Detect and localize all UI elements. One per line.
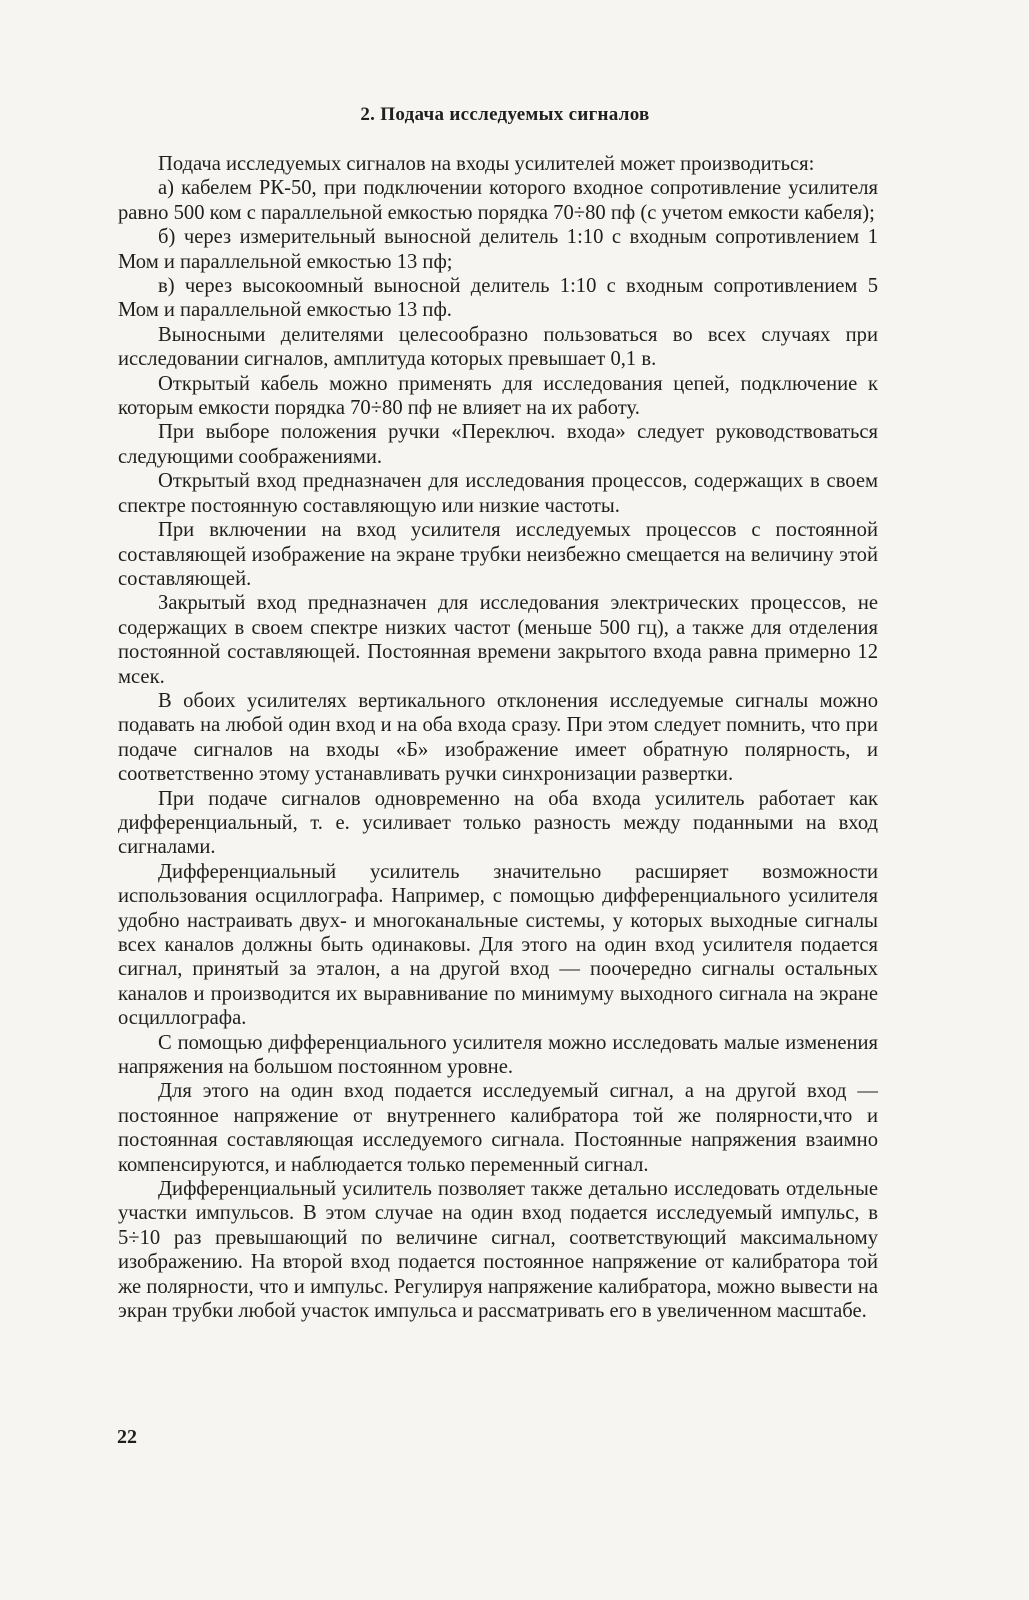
list-item-c: в) через высокоомный выносной делитель 1:10 с входным сопротивлением 5 Мом и параллельной емкостью 13 пф. bbox=[118, 275, 878, 322]
paragraph-intro: Подача исследуемых сигналов на входы усилителей может производиться: bbox=[158, 153, 815, 175]
section-heading: 2. Подача исследуемых сигналов bbox=[360, 104, 650, 125]
paragraph-differential-uses: Дифференциальный усилитель значительно расширяет возможности использования осциллографа. Например, с помощью дифференциального усилителя удобно настраивать двух- и многоканальные системы, у которых выходные сигналы всех каналов должны быть одинаковы. Для этого на один вход усилителя подается сигнал, принятый за эталон, а на другой вход — поочередно сигналы остальных каналов и производится их выравнивание по минимуму выходного сигнала на экране осциллографа. bbox=[118, 860, 878, 1030]
paragraph-both-amplifiers: В обоих усилителях вертикального отклонения исследуемые сигналы можно подавать на любой один вход и на оба входа сразу. При этом следует помнить, что при подаче сигналов на входы «Б» изображение имеет обратную полярность, и соответственно этому устанавливать ручки синхронизации развертки. bbox=[118, 689, 878, 786]
list-item-a: а) кабелем РК-50, при подключении которого входное сопротивление усилителя равно 500 ком с параллельной емкостью порядка 70÷80 пф (с учетом емкости кабеля); bbox=[118, 177, 878, 224]
page-number: 22 bbox=[117, 1426, 137, 1448]
paragraph-open-input: Открытый вход предназначен для исследования процессов, содержащих в своем спектре постоянную составляющую или низкие частоты. bbox=[118, 470, 878, 517]
paragraph-closed-input: Закрытый вход предназначен для исследования электрических процессов, не содержащих в своем спектре низких частот (меньше 500 гц), а также для отделения постоянной составляющей. Постоянная времени закрытого входа равна примерно 12 мсек. bbox=[118, 592, 878, 688]
paragraph-dividers: Выносными делителями целесообразно пользоваться во всех случаях при исследовании сигналов, амплитуда которых превышает 0,1 в. bbox=[118, 323, 878, 371]
paragraph-dc-shift: При включении на вход усилителя исследуемых процессов с постоянной составляющей изображение на экране трубки неизбежно смещается на величину этой составляющей. bbox=[118, 519, 878, 590]
paragraph-small-changes: С помощью дифференциального усилителя можно исследовать малые изменения напряжения на большом постоянном уровне. bbox=[118, 1031, 878, 1079]
paragraph-compensation: Для этого на один вход подается исследуемый сигнал, а на другой вход — постоянное напряжение от внутреннего калибратора той же полярности,что и постоянная составляющая исследуемого сигнала. Постоянные напряжения взаимно компенсируются, и наблюдается только переменный сигнал. bbox=[118, 1080, 878, 1176]
paragraph-pulse-detail: Дифференциальный усилитель позволяет также детально исследовать отдельные участки импульсов. В этом случае на один вход подается исследуемый импульс, в 5÷10 раз превышающий по величине сигнал, соответствующий максимальному изображению. На второй вход подается постоянное напряжение от калибратора той же полярности, что и импульс. Регулируя напряжение калибратора, можно вывести на экран трубки любой участок импульса и рассматривать его в увеличенном масштабе. bbox=[118, 1178, 878, 1323]
paragraph-differential-mode: При подаче сигналов одновременно на оба входа усилитель работает как дифференциальный, т. е. усиливает только разность между поданными на вход сигналами. bbox=[118, 787, 878, 859]
list-item-b: б) через измерительный выносной делитель 1:10 с входным сопротивлением 1 Мом и параллельной емкостью 13 пф; bbox=[118, 226, 878, 273]
paragraph-open-cable: Открытый кабель можно применять для исследования цепей, подключение к которым емкости порядка 70÷80 пф не влияет на их работу. bbox=[118, 372, 878, 420]
page-body bbox=[118, 104, 878, 1324]
paragraph-input-switch: При выборе положения ручки «Переключ. входа» следует руководствоваться следующими соображениями. bbox=[118, 421, 878, 468]
